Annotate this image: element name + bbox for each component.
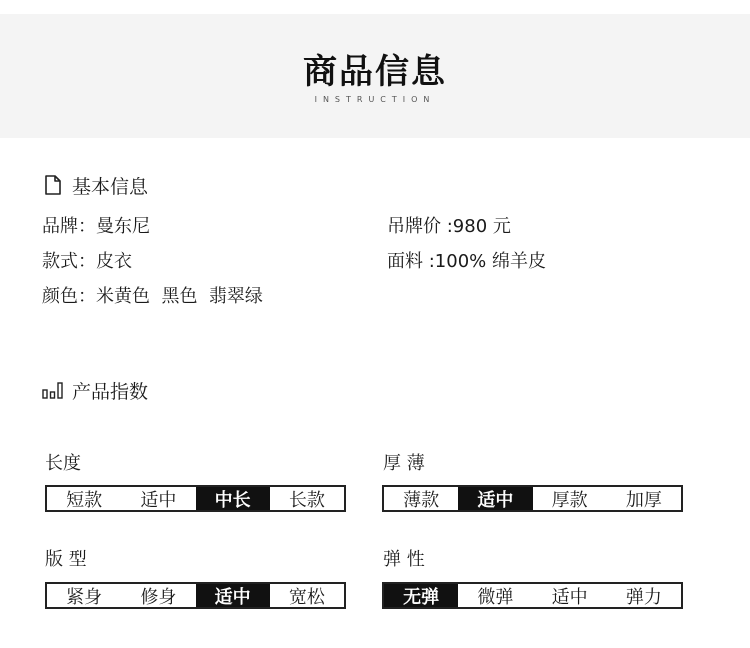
length-option: 适中 <box>140 489 177 511</box>
length-option: 短款 <box>66 489 103 511</box>
thickness-option: 薄款 <box>403 489 440 511</box>
elasticity-option: 适中 <box>551 586 588 608</box>
length-scale <box>45 485 346 512</box>
metric-label-thickness: 厚 薄 <box>383 453 425 474</box>
info-material: 面料 :100% 绵羊皮 <box>387 251 546 272</box>
metric-label-length: 长度 <box>45 453 81 474</box>
page-title: 商品信息 <box>303 52 447 92</box>
elasticity-option: 弹力 <box>625 586 662 608</box>
info-style: 款式：皮衣 <box>42 251 132 272</box>
info-color: 颜色：米黄色 黑色 翡翠绿 <box>42 286 263 307</box>
elasticity-option: 无弹 <box>384 584 458 607</box>
fit-option: 修身 <box>140 586 177 608</box>
thickness-option: 适中 <box>458 487 532 510</box>
product-index-heading <box>42 377 148 403</box>
fit-option: 紧身 <box>66 586 103 608</box>
document-icon <box>42 174 64 196</box>
page-subtitle: INSTRUCTION <box>314 95 436 104</box>
thickness-scale <box>382 485 683 512</box>
info-brand: 品牌：曼东尼 <box>42 216 150 237</box>
basic-info-title: 基本信息 <box>72 175 149 198</box>
elasticity-option: 微弹 <box>477 586 514 608</box>
metric-label-fit: 版 型 <box>45 549 87 570</box>
bar-chart-icon <box>42 379 64 401</box>
fit-option: 宽松 <box>288 586 325 608</box>
thickness-option: 厚款 <box>551 489 588 511</box>
product-index-title: 产品指数 <box>72 380 149 403</box>
metric-label-elasticity: 弹 性 <box>383 549 425 570</box>
header-banner <box>0 14 750 138</box>
elasticity-scale <box>382 582 683 609</box>
basic-info-heading <box>42 172 148 198</box>
fit-option: 适中 <box>196 584 270 607</box>
thickness-option: 加厚 <box>625 489 662 511</box>
length-option: 长款 <box>288 489 325 511</box>
length-option: 中长 <box>196 487 270 510</box>
info-price: 吊牌价 :980 元 <box>387 216 511 237</box>
fit-scale <box>45 582 346 609</box>
